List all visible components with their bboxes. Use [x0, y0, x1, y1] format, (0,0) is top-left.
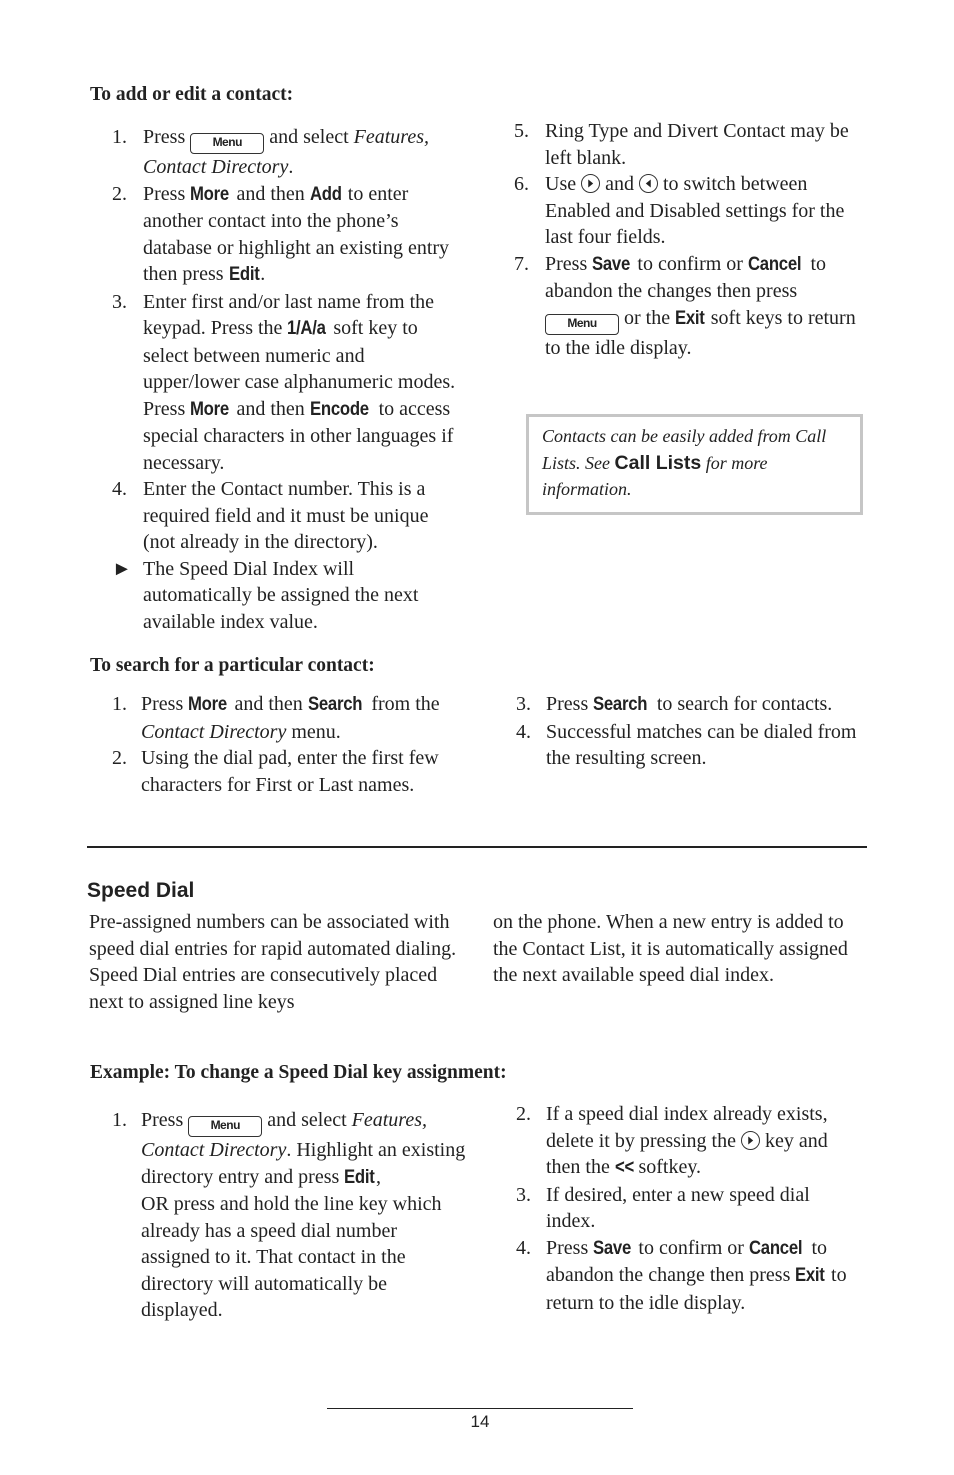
speed-dial-intro-right: on the phone. When a new entry is added to the Contact List, it is automatically assigned the next available speed dial index.: [493, 911, 848, 986]
footer-rule: [327, 1408, 633, 1409]
list-item: 3. Enter first and/or last name from the keypad. Press the 1/A/a soft key to select between numeric and upper/lower case alphanumeric modes. Press More and then Encode to access special characters in other languages if necessary.: [112, 290, 456, 474]
speed-dial-intro-left: Pre-assigned numbers can be associated with speed dial entries for rapid automated dialing. Speed Dial entries are consecutively placed next to assigned line keys: [89, 911, 457, 1013]
softkey-label: More: [188, 694, 228, 715]
search-contact-heading: To search for a particular contact:: [90, 655, 375, 676]
softkey-label: Search: [307, 694, 362, 715]
call-lists-reference: Call Lists: [614, 451, 702, 474]
softkey-label: Edit: [344, 1166, 375, 1188]
menu-key-icon: Menu: [545, 314, 619, 335]
softkey-label: <<: [614, 1157, 634, 1178]
list-item: 4. Press Save to confirm or Cancel to abandon the change then press Exit to return to the idle display.: [516, 1236, 847, 1314]
speed-dial-title: Speed Dial: [87, 879, 195, 902]
list-item: 5. Ring Type and Divert Contact may be left blank.: [514, 120, 849, 169]
list-item: 1. Press Menu and select Features, Contact Directory.: [112, 126, 429, 178]
softkey-label: Edit: [228, 264, 260, 285]
softkey-label: More: [190, 183, 230, 205]
add-contact-steps-right: [514, 118, 859, 361]
list-item: 3. If desired, enter a new speed dial index.: [516, 1183, 810, 1232]
right-arrow-key-icon: [741, 1131, 760, 1150]
softkey-label: Search: [593, 694, 648, 715]
search-steps-right: [516, 691, 861, 772]
page-number: 14: [470, 1412, 490, 1431]
softkey-label: Cancel: [748, 1237, 803, 1259]
speed-dial-example-heading: Example: To change a Speed Dial key assignment:: [90, 1062, 507, 1083]
speed-dial-steps-right: [516, 1101, 864, 1316]
list-item: 4. Enter the Contact number. This is a required field and it must be unique (not already in the directory).: [112, 478, 429, 553]
list-item: 6. Use and to switch between Enabled and Disabled settings for the last four fields.: [514, 173, 845, 248]
add-contact-heading: To add or edit a contact:: [90, 84, 294, 105]
list-item: 2. Press More and then Add to enter another contact into the phone’s database or highlight an existing entry then press Edit.: [112, 181, 464, 289]
menu-key-icon: Menu: [190, 133, 264, 154]
speed-dial-steps-left: [112, 1107, 468, 1324]
list-item: ► The Speed Dial Index will automatically be assigned the next available index value.: [112, 557, 419, 633]
menu-key-icon: Menu: [188, 1116, 262, 1137]
softkey-label: Save: [593, 1237, 632, 1259]
softkey-label: More: [190, 398, 230, 420]
section-divider: [87, 846, 867, 848]
list-item: 3. Press Search to search for contacts.: [516, 691, 861, 719]
softkey-label: Add: [309, 183, 342, 205]
softkey-label: Exit: [675, 307, 705, 329]
softkey-label: Cancel: [747, 253, 802, 275]
softkey-label: Encode: [309, 398, 369, 420]
tip-note-box: Contacts can be easily added from Call Lists. See Call Lists for more information.: [526, 414, 863, 515]
arrow-bullet-icon: ►: [112, 557, 132, 580]
left-arrow-key-icon: [639, 174, 658, 193]
list-item: 2. Using the dial pad, enter the first few characters for First or Last names.: [112, 747, 439, 796]
add-contact-steps-left: [112, 124, 464, 635]
right-arrow-key-icon: [581, 174, 600, 193]
softkey-label: Exit: [795, 1265, 825, 1286]
list-item: 1. Press Menu and select Features, Contact Directory. Highlight an existing directory entry and press Edit, OR press and hold the line key which already has a speed dial number assigned to it. That contact in the directory will automatically be displayed.: [112, 1109, 466, 1321]
list-item: 7. Press Save to confirm or Cancel to abandon the changes then press Menu or the Exit soft keys to return to the idle display.: [514, 252, 856, 359]
list-item: 1. Press More and then Search from the Contact Directory menu.: [112, 693, 440, 743]
softkey-label: 1/A/a: [287, 318, 327, 339]
list-item: 2. If a speed dial index already exists, delete it by pressing the key and then the << softkey.: [516, 1101, 864, 1182]
list-item: 4. Successful matches can be dialed from the resulting screen.: [516, 720, 857, 769]
search-steps-left: [112, 691, 467, 798]
softkey-label: Save: [592, 253, 631, 275]
